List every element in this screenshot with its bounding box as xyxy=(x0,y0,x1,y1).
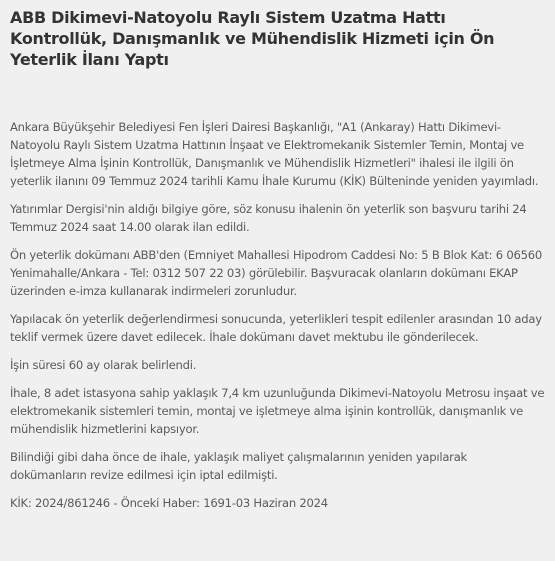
article-paragraph: Ankara Büyükşehir Belediyesi Fen İşleri Dairesi Başkanlığı, "A1 (Ankaray) Hattı Dikimevi-Natoyolu Raylı Sistem Uzatma Hattının İnşaat ve Elektromekanik Sistemler Temin, Montaj ve İşletmeye Alma İşinin Kontrollük, Danışmanlık ve Mühendislik Hizmetleri" ihalesi ile ilgili ön yeterlik ilanını 09 Temmuz 2024 tarihli Kamu İhale Kurumu (KİK) Bülteninde yeniden yayımladı. xyxy=(10,120,539,188)
article-paragraph: İşin süresi 60 ay olarak belirlendi. xyxy=(10,358,197,372)
article-paragraph: Yapılacak ön yeterlik değerlendirmesi sonucunda, yeterlikleri tespit edilenler arasından 10 aday teklif vermek üzere davet edilecek. İhale dokümanı davet mektubu ile gönderilecek. xyxy=(10,312,542,344)
article-paragraph: Yatırımlar Dergisi'nin aldığı bilgiye göre, söz konusu ihalenin ön yeterlik son başvuru tarihi 24 Temmuz 2024 saat 14.00 olarak ilan edildi. xyxy=(10,202,527,234)
article-body xyxy=(10,118,545,512)
article-paragraph: İhale, 8 adet istasyona sahip yaklaşık 7,4 km uzunluğunda Dikimevi-Natoyolu Metrosu inşaat ve elektromekanik sistemleri temin, montaj ve işletmeye alma işinin kontrollük, danışmanlık ve mühendislik hizmetlerini kapsıyor. xyxy=(10,386,545,436)
article-paragraph: Bilindiği gibi daha önce de ihale, yaklaşık maliyet çalışmalarının yeniden yapılarak dokümanların revize edilmesi için iptal edilmişti. xyxy=(10,450,468,482)
article-reference-line: KİK: 2024/861246 - Önceki Haber: 1691-03 Haziran 2024 xyxy=(10,496,328,510)
article-title: ABB Dikimevi-Natoyolu Raylı Sistem Uzatma Hattı Kontrollük, Danışmanlık ve Mühendislik Hizmeti için Ön Yeterlik İlanı Yaptı xyxy=(10,8,495,69)
article-paragraph: Ön yeterlik dokümanı ABB'den (Emniyet Mahallesi Hipodrom Caddesi No: 5 B Blok Kat: 6 06560 Yenimahalle/Ankara - Tel: 0312 507 22 03) görülebilir. Başvuracak olanların dokümanı EKAP üzerinden e-imza kullanarak indirmeleri zorunludur. xyxy=(10,248,542,298)
